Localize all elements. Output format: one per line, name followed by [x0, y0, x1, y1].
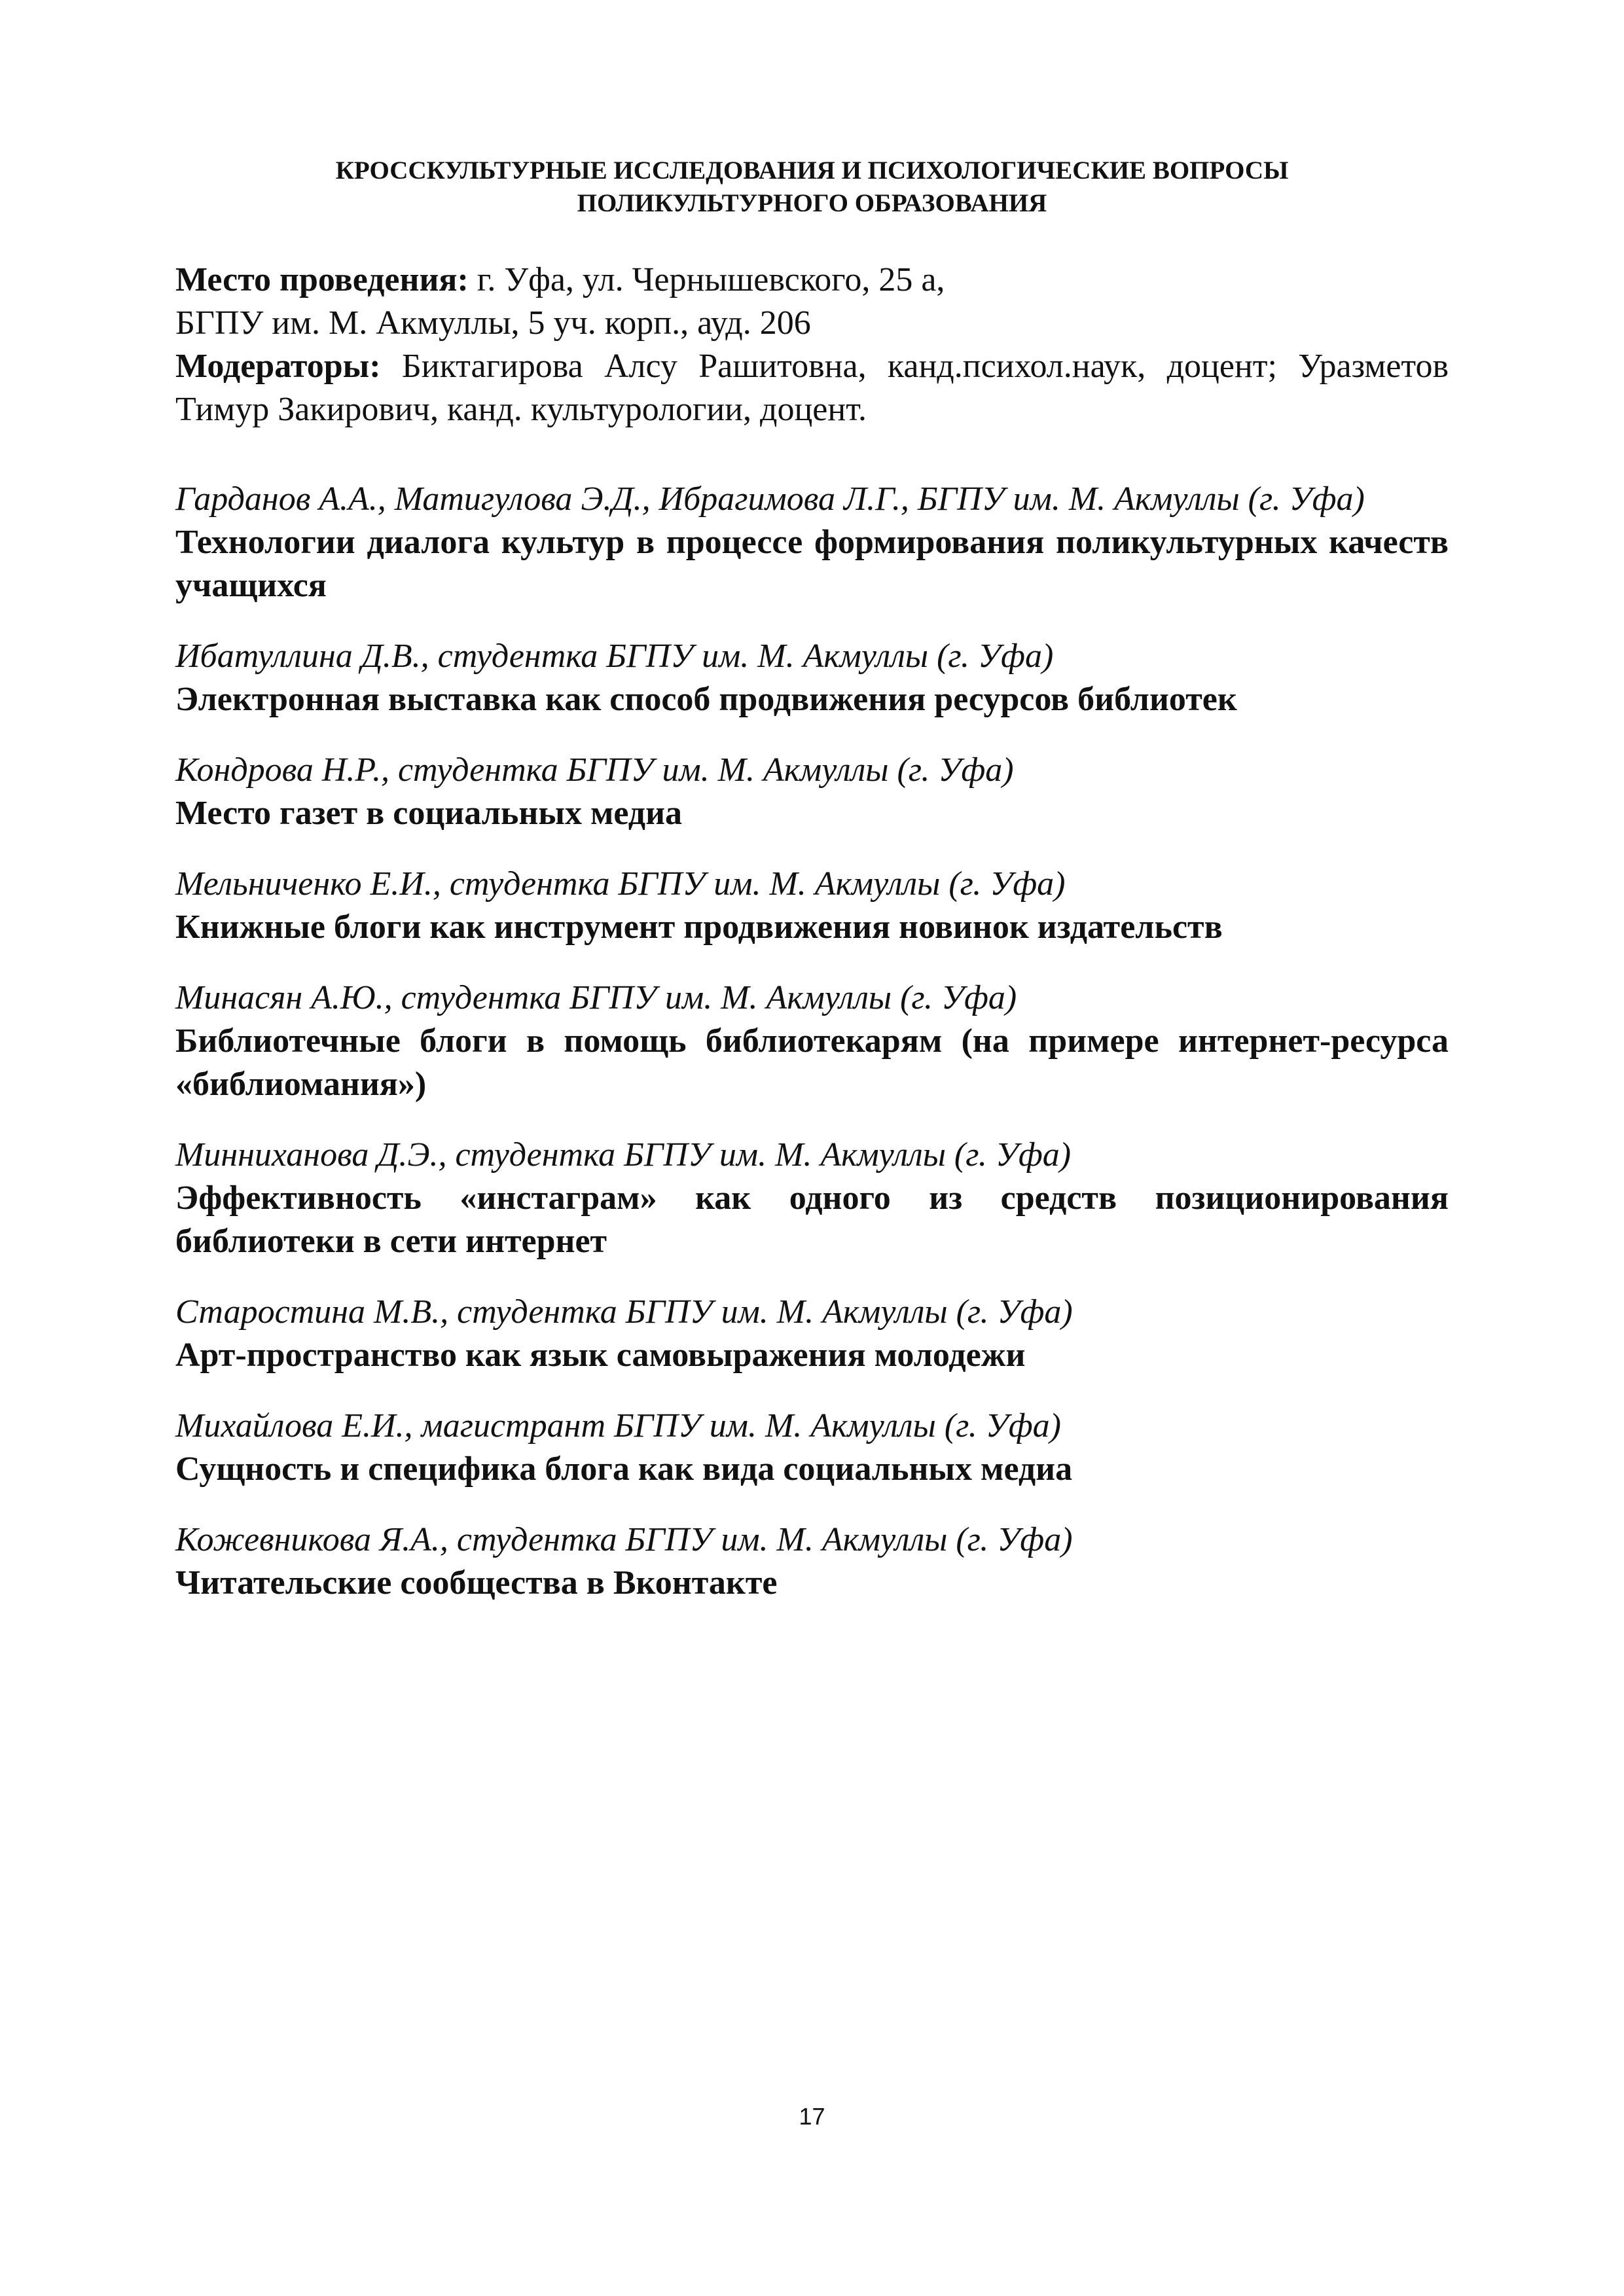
- entry-authors: Мельниченко Е.И., студентка БГПУ им. М. Акмуллы (г. Уфа): [175, 865, 1066, 903]
- section-info: [175, 259, 1449, 431]
- entry-title: Арт-пространство как язык самовыражения молодежи: [175, 1336, 1026, 1374]
- presentation-entry: [175, 863, 1449, 949]
- entry-authors: Минниханова Д.Э., студентка БГПУ им. М. Акмуллы (г. Уфа): [175, 1136, 1072, 1174]
- entry-title: Библиотечные блоги в помощь библиотекарям (на примере интернет-ресурса «библиомания»): [175, 1022, 1449, 1103]
- venue-label: Место проведения:: [175, 261, 469, 298]
- presentation-entry: [175, 749, 1449, 835]
- page-number: 17: [799, 2103, 825, 2130]
- presentation-entry: [175, 1518, 1449, 1605]
- section-title-line-1: КРОССКУЛЬТУРНЫЕ ИССЛЕДОВАНИЯ И ПСИХОЛОГИЧЕСКИЕ ВОПРОСЫ: [335, 156, 1289, 185]
- entry-authors: Минасян А.Ю., студентка БГПУ им. М. Акмуллы (г. Уфа): [175, 979, 1017, 1016]
- venue-address: г. Уфа, ул. Чернышевского, 25 а,: [468, 261, 945, 298]
- presentation-entry: [175, 1405, 1449, 1491]
- presentation-entry: [175, 1134, 1449, 1263]
- presentation-entry: [175, 977, 1449, 1106]
- entry-title: Место газет в социальных медиа: [175, 795, 683, 832]
- entry-title: Читательские сообщества в Вконтакте: [175, 1564, 778, 1602]
- entry-title: Книжные блоги как инструмент продвижения новинок издательств: [175, 908, 1223, 946]
- entry-authors: Старостина М.В., студентка БГПУ им. М. Акмуллы (г. Уфа): [175, 1293, 1073, 1331]
- moderators-names: Биктагирова Алсу Рашитовна, канд.психол.наук, доцент; Уразметов Тимур Закирович, канд. культурологии, доцент.: [175, 348, 1449, 428]
- moderators-label: Модераторы:: [175, 348, 381, 385]
- entry-authors: Гарданов А.А., Матигулова Э.Д., Ибрагимова Л.Г., БГПУ им. М. Акмуллы (г. Уфа): [175, 480, 1365, 518]
- presentation-entry: [175, 478, 1449, 607]
- entry-title: Технологии диалога культур в процессе формирования поликультурных качеств учащихся: [175, 524, 1449, 604]
- section-header: [175, 154, 1449, 220]
- venue-line-2: БГПУ им. М. Акмуллы, 5 уч. корп., ауд. 206: [175, 304, 811, 342]
- entry-authors: Кондрова Н.Р., студентка БГПУ им. М. Акмуллы (г. Уфа): [175, 751, 1014, 789]
- venue-line-1: [175, 259, 1449, 302]
- entry-authors: Ибатуллина Д.В., студентка БГПУ им. М. Акмуллы (г. Уфа): [175, 637, 1054, 675]
- entry-title: Сущность и специфика блога как вида социальных медиа: [175, 1450, 1073, 1488]
- section-title-line-2: ПОЛИКУЛЬТУРНОГО ОБРАЗОВАНИЯ: [577, 189, 1047, 217]
- presentation-entry: [175, 635, 1449, 721]
- entry-authors: Михайлова Е.И., магистрант БГПУ им. М. Акмуллы (г. Уфа): [175, 1407, 1061, 1444]
- entry-title: Эффективность «инстаграм» как одного из средств позиционирования библиотеки в сети интернет: [175, 1179, 1449, 1260]
- entry-title: Электронная выставка как способ продвижения ресурсов библиотек: [175, 681, 1237, 718]
- entry-authors: Кожевникова Я.А., студентка БГПУ им. М. Акмуллы (г. Уфа): [175, 1521, 1073, 1558]
- presentation-entry: [175, 1291, 1449, 1377]
- moderators: [175, 345, 1449, 431]
- presentation-list: [175, 478, 1449, 1632]
